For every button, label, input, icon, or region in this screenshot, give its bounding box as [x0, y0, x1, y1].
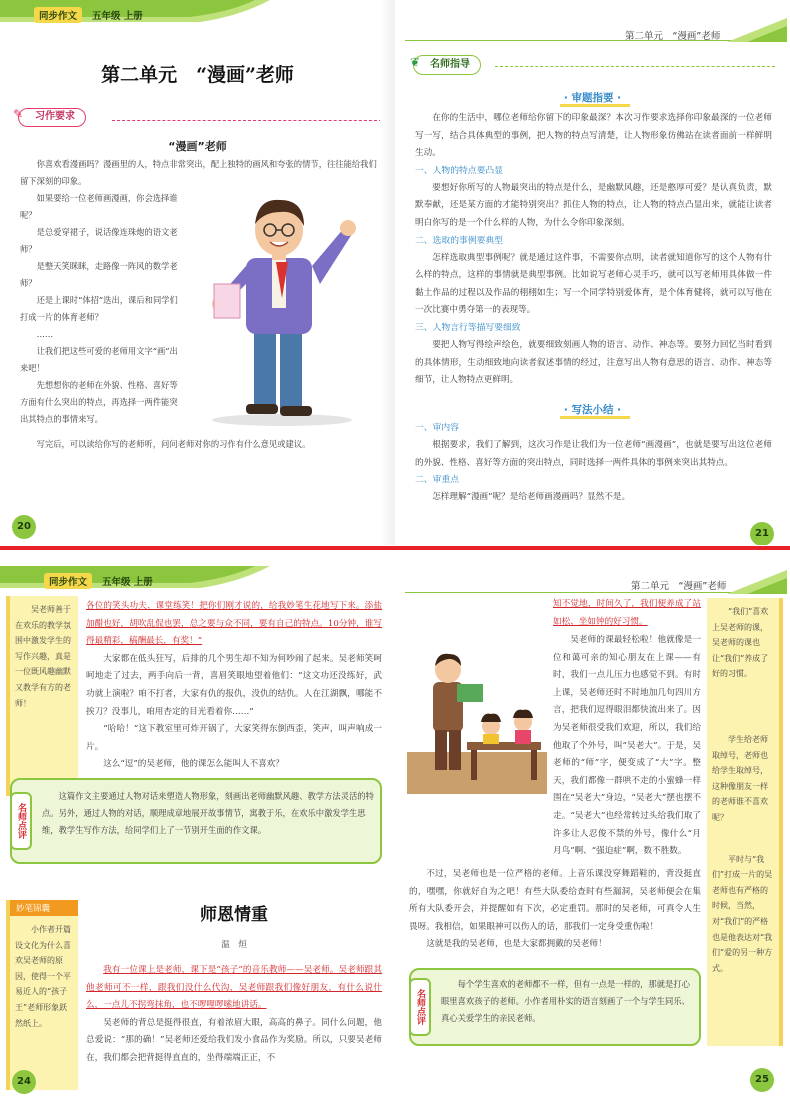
page-number-label: 20 — [17, 521, 31, 532]
guide-intro: 在你的生活中，哪位老师给你留下的印象最深？本次习作要求选择你印象最深的一位老师写一写，结合具体典型的事例，把人物的特点写清楚，让人物形象仿佛站在读者面前一样鲜明生动。 — [415, 113, 772, 159]
header-flag — [727, 18, 787, 42]
essay-title: 师恩情重 — [200, 905, 268, 925]
guide-rule — [495, 66, 775, 67]
sidenote-panel — [6, 596, 78, 796]
header-unit: 第二单元 “漫画”老师 — [625, 31, 721, 42]
section-rule — [112, 120, 382, 121]
guide-badge-label: 名师指导 — [430, 59, 470, 70]
requirement-p8: 先想想你的老师在外貌、性格、喜好等方面有什么突出的特点，再选择一两件能突出其特点的事情来写。 — [20, 380, 178, 424]
page-25 — [395, 560, 790, 1109]
guide-content — [415, 110, 772, 390]
section2-title: · 写法小结 · — [563, 404, 622, 416]
story-p4: 这么“逗”的吴老师，他的课怎么能叫人不喜欢？ — [103, 759, 284, 770]
requirement-p6: …… — [36, 329, 54, 339]
comment-text: 这篇作文主要通过人物对话来塑造人物形象，刻画出老师幽默风趣、教学方法灵活的特点。另外，通过人物的对话，顺理成章地展开故事情节，寓教于乐，在欢乐中激发学生思维，教学生写作方法，给同学们上了一节别开生面的作文课。 — [42, 791, 374, 835]
tip-text: 小作者开篇设文化为什么喜欢吴老师的原因，使得一个平易近人的“孩子王”老师形象跃然纸上。 — [15, 925, 71, 1028]
page-number-25 — [750, 1068, 774, 1092]
page-21 — [395, 0, 790, 545]
section-badge — [13, 107, 86, 127]
page-number-label: 24 — [17, 1076, 31, 1087]
story-p3: 这就是我的吴老师，也是大家都拥戴的吴老师！ — [426, 939, 607, 950]
page-number-label: 25 — [755, 1074, 769, 1085]
essay-p1 — [86, 962, 382, 1015]
header-flag — [727, 570, 787, 594]
requirement-p9: 写完后，可以读给你写的老师听，问问老师对你的习作有什么意见或建议。 — [36, 439, 311, 449]
header-unit: 第二单元 “漫画”老师 — [631, 581, 727, 592]
leaf-icon: ❦ — [410, 55, 421, 69]
page-number-label: 21 — [755, 528, 769, 539]
requirement-p4: 是整天笑眯眯，走路像一阵风的数学老师？ — [20, 261, 178, 288]
comment-label-text: 名师点评 — [16, 803, 26, 839]
comment-panel — [10, 778, 382, 864]
story-red-span: 知不觉地，时间久了，我们便养成了站如松、坐如钟的好习惯。 — [553, 599, 701, 627]
teacher-illustration — [184, 188, 380, 428]
essay-title: “漫画”老师 — [168, 140, 227, 153]
guide-sub3: 三、人物言行等描写要细致 — [415, 322, 521, 333]
story-red-text — [409, 596, 701, 631]
requirement-column — [20, 190, 178, 428]
header-ribbon — [0, 0, 395, 30]
summary-content — [415, 420, 772, 507]
grade-label: 五年级 上册 — [92, 11, 143, 22]
classroom-illustration — [407, 622, 547, 794]
page-24 — [0, 560, 395, 1109]
story-lower — [409, 866, 701, 954]
page-20 — [0, 0, 395, 545]
summary-para2: 怎样理解“漫画”呢？是给老师画漫画吗？显然不是。 — [432, 492, 631, 503]
story-red-span: 各位的笑头功夫、课堂练笑！把你们刚才说的，给我妙笔生花地写下来。添盐加醋也好，胡吹乱侃也罢，总之要与众不同，要有自己的特点。10分钟，谁写得最精彩，稿酬最长，有奖！” — [86, 601, 382, 647]
header-ribbon — [0, 560, 395, 590]
series-label: 同步作文 — [34, 7, 82, 23]
series-label: 同步作文 — [44, 573, 92, 589]
story-p3: “哈哈！”这下教室里可炸开锅了，大家笑得东倒西歪，笑声，叫声响成一片。 — [86, 724, 382, 752]
guide-para3: 要把人物写得绘声绘色，就要细致刻画人物的语言、动作、神态等。要努力回忆当时看到的具体情形，生动细致地向读者叙述事情的经过，注意写出人物有意思的语言、动作、神态等细节，让人物特点更鲜明。 — [415, 339, 772, 386]
story-column — [409, 596, 701, 631]
sidenote-text: 吴老师善于在欢乐的教学氛围中激发学生的写作兴趣，真是一位既风趣幽默又教学有方的老师！ — [15, 605, 71, 708]
page-number-21 — [750, 522, 774, 545]
guide-badge — [410, 55, 481, 75]
section-badge-label: 习作要求 — [35, 111, 75, 122]
story-red-text — [86, 598, 382, 651]
guide-sub1: 一、人物的特点要凸显 — [415, 165, 503, 176]
essay-author: 温 烜 — [221, 940, 247, 950]
story-p2: 不过，吴老师也是一位严格的老师。上音乐课没穿舞蹈鞋的，背没挺直的，嘿嘿，你就好自为之吧！有些大队委给查时有些漏洞，吴老师便会在集所有大队委开会，并提醒如有下次，必定重罚。那时的吴老师，可真令人生畏呀。我相信，如果眼神可以伤人的话，那我们一定身受重伤啦！ — [409, 869, 701, 932]
comment-text: 每个学生喜欢的老师都不一样，但有一点是一样的，那就是打心眼里喜欢孩子的老师。小作者用朴实的语言刻画了一个与学生同乐、真心关爱学生的亲民老师。 — [441, 979, 690, 1023]
story-p2: 大家都在低头狂写，后排的几个男生却不知为何吵闹了起来。吴老师笑呵呵地走了过去，两手向后一背，喜眉笑眼地望着他们：“这文功还没练好，武功就上演啦？咱不打者，大家有仇的报仇，没仇的结仇。人在江湖飘，哪能不挨刀？没事儿，咱用杏定的目光看着你……” — [86, 653, 382, 717]
requirement-p2: 如果要给一位老师画漫画，你会选择谁呢？ — [20, 193, 178, 220]
page-number-24 — [12, 1070, 36, 1094]
requirement-p1: 你喜欢看漫画吗？漫画里的人，特点非常突出，配上独特的画风和夸张的情节，往往能给我们留下深刻的印象。 — [20, 159, 377, 186]
summary-sub1: 一、审内容 — [415, 423, 459, 433]
essay-p1-span: 我有一位课上是老师，课下是“孩子”的音乐教师——吴老师。吴老师跟其他老师可不一样，跟我们没什么代沟，吴老师跟我们像好朋友，有什么说什么，一点儿不拐弯抹角，也不啰哩啰嗦地讲话。 — [86, 965, 382, 1011]
tip-panel — [6, 900, 78, 1090]
comment-label — [409, 978, 431, 1036]
page-edge-curve — [380, 0, 395, 545]
guide-sub2: 二、选取的事例要典型 — [415, 235, 503, 246]
sidenote-1: “我们”喜欢上吴老师的课，吴老师的课也让“我们”养成了好的习惯。 — [712, 607, 769, 679]
requirement-p7: 让我们把这些可爱的老师用文字“画”出来吧！ — [20, 346, 178, 373]
section1-underline — [560, 104, 630, 107]
spread-divider — [0, 546, 790, 550]
guide-para2: 怎样选取典型事例呢？就是通过这件事，不需要你点明，读者就知道你写的这个人物有什么样的特点，这样的事情就是典型事例。比如说写老师心灵手巧，就可以写老师用具体做一件黏土作品的过程以及作品的栩栩如生；写一个同学特别爱体育，是个体育健将，就可以写他在一次比赛中勇夺第一的表现等。 — [415, 252, 772, 316]
guide-para1: 要想好你所写的人物最突出的特点是什么，是幽默风趣，还是憨厚可爱？是认真负责，默默奉献，还是某方面的才能特别突出？抓住人物的特点，让人物的特点凸显出来，就能让读者明白你写的是一个什么样的人物，为什么令你印象深刻。 — [415, 182, 772, 228]
comment-label — [10, 792, 32, 850]
essay-p2: 吴老师的背总是挺得很直，有着浓眉大眼，高高的鼻子。同什么问题，他总爱说：“那的确！”吴老师还爱给我们发小食品作为奖励。所以，只要吴老师在，我们都会把背挺得直直的，坐得端端正正，不 — [86, 1017, 382, 1063]
page-number-20 — [12, 515, 36, 539]
section2-underline — [560, 416, 630, 419]
tip-label: 妙笔锦囊 — [10, 900, 78, 916]
essay-column — [86, 962, 382, 1068]
comment-label-text: 名师点评 — [415, 989, 425, 1025]
requirement-p5: 还是上课时“体招”迭出，课后和同学们打成一片的体育老师？ — [20, 295, 178, 322]
grade-label: 五年级 上册 — [102, 577, 153, 588]
story-column — [86, 598, 382, 774]
section1-title: · 审题指要 · — [563, 92, 622, 104]
summary-sub2: 二、审重点 — [415, 475, 459, 486]
sidenote-3: 平时与“我们”打成一片的吴老师也有严格的时候，当然，对“我们”的严格也是他表达对“我们”爱的另一种方式。 — [712, 854, 773, 973]
pencil-icon: ✎ — [13, 107, 24, 121]
comment-panel — [409, 968, 701, 1046]
summary-para1: 根据要求，我们了解到，这次习作是让我们为一位老师“画漫画”，也就是要写出这位老师的外貌、性格、喜好等方面的突出特点，同时选择一两件具体的事例来突出其特点。 — [415, 440, 772, 468]
story-p1: 吴老师的课最轻松啦！他就像是一位和蔼可亲的知心朋友在上课——有时，我们一点儿压力也感觉不到。有时上课，吴老师还时不时地加几句四川方言，把我们逗得眼泪都快流出来了。因为吴老师很受我们欢迎，所以，我们给他取了个外号，叫“吴老大”。于是，吴老师的“师”字，便变成了“大”字。整天，我们都像一群哄不走的小蜜蜂一样围在“吴老大”身边，“吴老大”摆也摆不走。“吴老大”也经常转过头给我们取了许多让人忍俊不禁的外号，像什么“月月鸟”啊、“强迫症”啊，数不胜数。 — [553, 635, 701, 857]
sidenote-panel — [707, 598, 783, 1046]
sidenote-2: 学生给老师取绰号，老师也给学生取绰号，这种像朋友一样的老师谁不喜欢呢？ — [712, 734, 768, 822]
unit-title: 第二单元 “漫画”老师 — [101, 64, 294, 86]
story-p1-wrap — [553, 632, 701, 861]
requirement-p3: 是总爱穿裙子，说话像连珠炮的语文老师？ — [20, 227, 178, 254]
